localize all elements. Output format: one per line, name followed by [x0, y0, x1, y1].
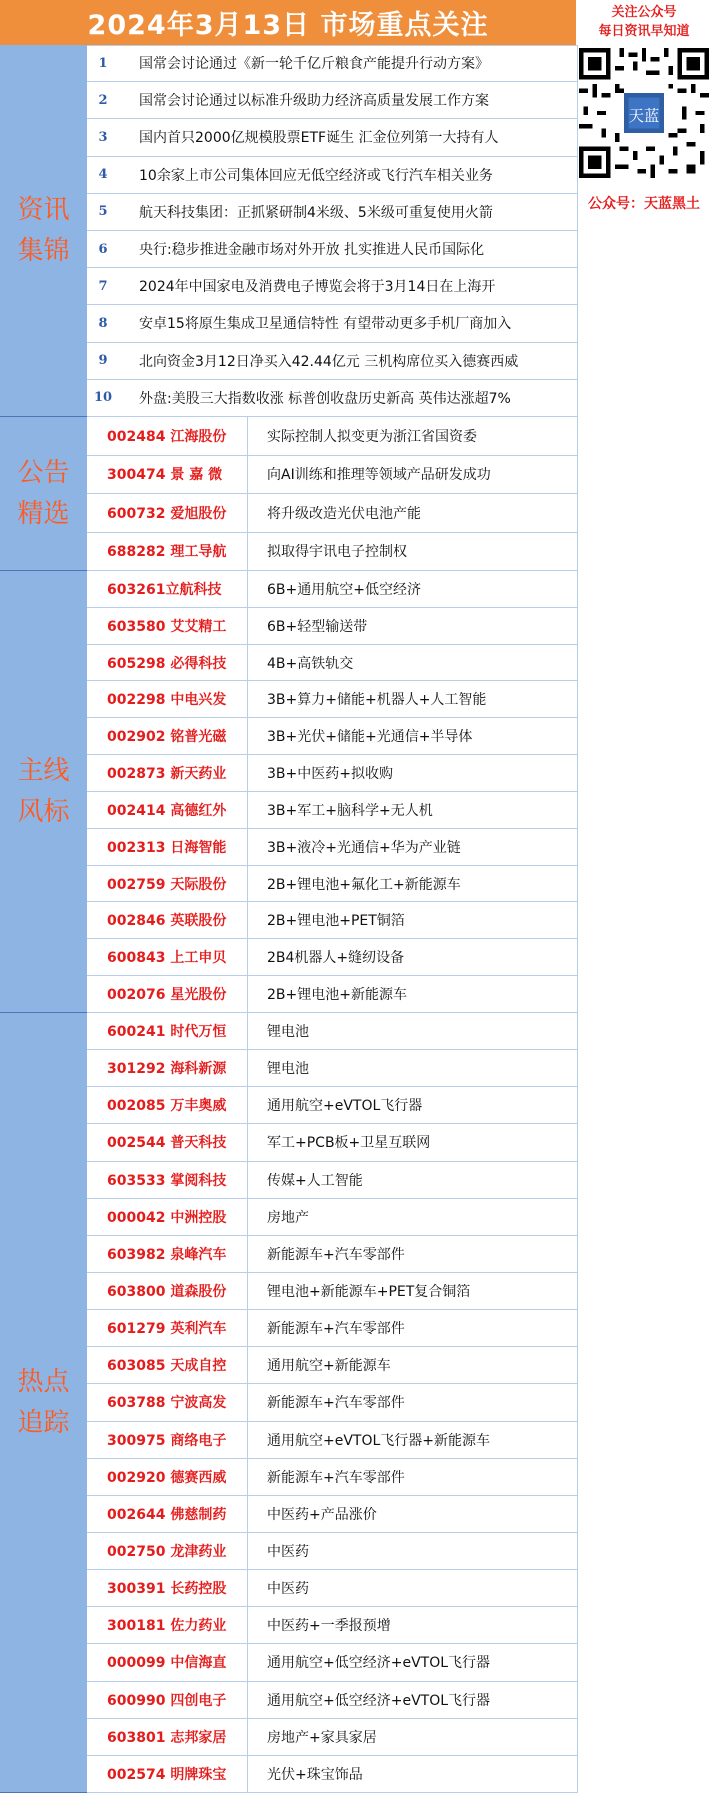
stock-row	[87, 417, 577, 456]
column-divider	[247, 1533, 248, 1569]
stock-description: 中医药+一季报预增	[267, 1618, 391, 1635]
news-number: 6	[98, 241, 108, 257]
follow-line-2: 每日资讯早知道	[598, 24, 690, 39]
stock-row	[87, 1347, 577, 1384]
news-item	[87, 82, 577, 119]
stock-description: 3B+中医药+拟收购	[267, 766, 393, 783]
stock-description: 新能源车+汽车零部件	[267, 1395, 405, 1412]
column-divider	[247, 1050, 248, 1086]
stock-description: 2B+锂电池+新能源车	[267, 987, 407, 1004]
news-item	[87, 380, 577, 417]
stock-row	[87, 456, 577, 495]
news-item	[87, 45, 577, 82]
stock-row	[87, 1050, 577, 1087]
stock-description: 3B+算力+储能+机器人+人工智能	[267, 692, 487, 709]
stock-code-name: 002759 天际股份	[107, 876, 227, 893]
column-divider	[247, 1236, 248, 1272]
news-item	[87, 268, 577, 305]
stock-description: 实际控制人拟变更为浙江省国资委	[267, 428, 477, 445]
stock-code-name: 603533 掌阅科技	[107, 1172, 227, 1189]
column-divider	[247, 1347, 248, 1383]
column-divider	[247, 755, 248, 791]
column-divider	[247, 1124, 248, 1160]
stock-row	[87, 1644, 577, 1681]
news-text: 央行:稳步推进金融市场对外开放 扎实推进人民币国际化	[139, 242, 485, 259]
stock-description: 房地产	[267, 1209, 309, 1226]
stock-row	[87, 976, 577, 1013]
stock-description: 通用航空+低空经济+eVTOL飞行器	[267, 1655, 491, 1672]
news-text: 外盘:美股三大指数收涨 标普创收盘历史新高 英伟达涨超7%	[139, 390, 511, 407]
stock-code-name: 000099 中信海直	[107, 1655, 227, 1672]
table-right-border	[577, 45, 578, 1793]
stock-row	[87, 755, 577, 792]
news-item	[87, 157, 577, 194]
stock-row	[87, 1719, 577, 1756]
column-divider	[247, 1756, 248, 1792]
stock-description: 2B+锂电池+PET铜箔	[267, 913, 405, 930]
stock-row	[87, 1199, 577, 1236]
stock-row	[87, 1384, 577, 1421]
stock-code-name: 300474 景 嘉 微	[107, 467, 223, 484]
stock-code-name: 002902 铭普光磁	[107, 729, 227, 746]
column-divider	[247, 1087, 248, 1123]
news-item	[87, 305, 577, 342]
column-divider	[247, 571, 248, 607]
stock-description: 2B4机器人+缝纫设备	[267, 950, 405, 967]
stock-row	[87, 1087, 577, 1124]
stock-code-name: 603801 志邦家居	[107, 1729, 227, 1746]
stock-row	[87, 494, 577, 533]
column-divider	[247, 718, 248, 754]
stock-row	[87, 718, 577, 755]
stock-row	[87, 1310, 577, 1347]
column-divider	[247, 681, 248, 717]
stock-description: 向AI训练和推理等领域产品研发成功	[267, 467, 491, 484]
column-divider	[247, 792, 248, 828]
stock-row	[87, 866, 577, 903]
news-text: 2024年中国家电及消费电子博览会将于3月14日在上海开	[139, 279, 496, 296]
column-divider	[247, 1310, 248, 1346]
stock-description: 3B+光伏+储能+光通信+半导体	[267, 729, 473, 746]
column-divider	[247, 1570, 248, 1606]
stock-row	[87, 1013, 577, 1050]
stock-code-name: 002544 普天科技	[107, 1135, 227, 1152]
stock-description: 通用航空+eVTOL飞行器+新能源车	[267, 1432, 491, 1449]
stock-code-name: 603788 宁波高发	[107, 1395, 227, 1412]
stock-row	[87, 1124, 577, 1161]
column-divider	[247, 939, 248, 975]
news-number: 10	[93, 390, 113, 406]
stock-code-name: 603261立航科技	[107, 581, 222, 598]
stock-code-name: 002313 日海智能	[107, 839, 227, 856]
stock-code-name: 300391 长药控股	[107, 1581, 227, 1598]
qr-caption: 公众号：天蓝黑土	[588, 196, 700, 212]
stock-code-name: 601279 英利汽车	[107, 1321, 227, 1338]
news-number: 1	[98, 55, 108, 71]
news-text: 国常会讨论通过以标准升级助力经济高质量发展工作方案	[139, 93, 489, 110]
stock-row	[87, 1533, 577, 1570]
stock-code-name: 301292 海科新源	[107, 1061, 227, 1078]
qr-logo-text: 天蓝	[628, 107, 660, 126]
stock-row	[87, 645, 577, 682]
stock-code-name: 603085 天成自控	[107, 1358, 227, 1375]
page-title: 2024年3月13日 市场重点关注	[0, 0, 576, 45]
stock-row	[87, 829, 577, 866]
section-announce-label: 公告 精选	[0, 417, 87, 571]
stock-code-name: 002076 星光股份	[107, 987, 227, 1004]
column-divider	[247, 494, 248, 532]
column-divider	[247, 902, 248, 938]
column-divider	[247, 1459, 248, 1495]
stock-code-name: 000042 中洲控股	[107, 1209, 227, 1226]
stock-description: 中医药	[267, 1544, 309, 1561]
column-divider	[247, 976, 248, 1012]
stock-description: 光伏+珠宝饰品	[267, 1766, 363, 1783]
stock-row	[87, 1570, 577, 1607]
news-text: 国内首只2000亿规模股票ETF诞生 汇金位列第一大持有人	[139, 130, 499, 147]
stock-description: 6B+轻型输送带	[267, 618, 368, 635]
stock-description: 将升级改造光伏电池产能	[267, 505, 421, 522]
column-divider	[247, 1013, 248, 1049]
news-number: 8	[98, 315, 108, 331]
stock-description: 锂电池	[267, 1061, 309, 1078]
stock-row	[87, 533, 577, 572]
column-divider	[247, 608, 248, 644]
stock-code-name: 605298 必得科技	[107, 655, 227, 672]
stock-row	[87, 1273, 577, 1310]
news-text: 航天科技集团：正抓紧研制4米级、5米级可重复使用火箭	[139, 204, 493, 221]
stock-code-name: 002873 新天药业	[107, 766, 227, 783]
column-divider	[247, 866, 248, 902]
stock-description: 军工+PCB板+卫星互联网	[267, 1135, 431, 1152]
column-divider	[247, 829, 248, 865]
stock-description: 2B+锂电池+氟化工+新能源车	[267, 876, 461, 893]
section-mainline-label: 主线 风标	[0, 571, 87, 1013]
column-divider	[247, 1719, 248, 1755]
stock-row	[87, 571, 577, 608]
stock-code-name: 002085 万丰奥威	[107, 1098, 227, 1115]
column-divider	[247, 1607, 248, 1643]
stock-description: 通用航空+新能源车	[267, 1358, 391, 1375]
stock-code-name: 002750 龙津药业	[107, 1544, 227, 1561]
stock-code-name: 603580 艾艾精工	[107, 618, 227, 635]
column-divider	[247, 1496, 248, 1532]
news-text: 安卓15将原生集成卫星通信特性 有望带动更多手机厂商加入	[139, 316, 512, 333]
news-text: 10余家上市公司集体回应无低空经济或飞行汽车相关业务	[139, 167, 493, 184]
stock-code-name: 002644 佛慈制药	[107, 1506, 227, 1523]
stock-row	[87, 1459, 577, 1496]
stock-code-name: 688282 理工导航	[107, 544, 227, 561]
column-divider	[247, 456, 248, 494]
stock-row	[87, 1162, 577, 1199]
stock-code-name: 600843 上工申贝	[107, 950, 227, 967]
column-divider	[247, 1682, 248, 1718]
stock-description: 锂电池	[267, 1024, 309, 1041]
news-number: 9	[98, 353, 108, 369]
column-divider	[247, 1273, 248, 1309]
stock-description: 拟取得宇讯电子控制权	[267, 544, 407, 561]
stock-code-name: 002846 英联股份	[107, 913, 227, 930]
stock-code-name: 002414 高德红外	[107, 802, 227, 819]
stock-description: 3B+液冷+光通信+华为产业链	[267, 839, 461, 856]
stock-row	[87, 608, 577, 645]
stock-description: 新能源车+汽车零部件	[267, 1469, 405, 1486]
column-divider	[247, 1162, 248, 1198]
stock-row	[87, 1607, 577, 1644]
section-hotspot-label: 热点 追踪	[0, 1013, 87, 1793]
stock-row	[87, 1422, 577, 1459]
stock-description: 新能源车+汽车零部件	[267, 1246, 405, 1263]
stock-row	[87, 1756, 577, 1793]
column-divider	[247, 417, 248, 455]
column-divider	[247, 1199, 248, 1235]
column-divider	[247, 533, 248, 571]
column-divider	[247, 1384, 248, 1420]
news-number: 7	[98, 278, 108, 294]
column-divider	[247, 1644, 248, 1680]
news-number: 2	[98, 92, 108, 108]
stock-code-name: 002484 江海股份	[107, 428, 227, 445]
stock-description: 通用航空+低空经济+eVTOL飞行器	[267, 1692, 491, 1709]
stock-description: 6B+通用航空+低空经济	[267, 581, 421, 598]
news-number: 5	[98, 204, 108, 220]
news-item	[87, 194, 577, 231]
news-text: 北向资金3月12日净买入42.44亿元 三机构席位买入德赛西威	[139, 353, 519, 370]
stock-description: 4B+高铁轨交	[267, 655, 354, 672]
news-number: 4	[98, 167, 108, 183]
stock-code-name: 603982 泉峰汽车	[107, 1246, 227, 1263]
news-text: 国常会讨论通过《新一轮千亿斤粮食产能提升行动方案》	[139, 56, 489, 73]
news-item	[87, 119, 577, 156]
stock-code-name: 002298 中电兴发	[107, 692, 227, 709]
follow-notice	[576, 0, 712, 45]
stock-row	[87, 1236, 577, 1273]
column-divider	[247, 1422, 248, 1458]
news-item	[87, 343, 577, 380]
stock-row	[87, 792, 577, 829]
stock-description: 3B+军工+脑科学+无人机	[267, 802, 433, 819]
stock-row	[87, 902, 577, 939]
section-news-label: 资讯 集锦	[0, 45, 87, 417]
stock-description: 中医药	[267, 1581, 309, 1598]
stock-description: 锂电池+新能源车+PET复合铜箔	[267, 1284, 471, 1301]
stock-code-name: 002920 德赛西威	[107, 1469, 227, 1486]
follow-line-1: 关注公众号	[611, 5, 677, 20]
stock-description: 传媒+人工智能	[267, 1172, 363, 1189]
news-item	[87, 231, 577, 268]
stock-code-name: 600990 四创电子	[107, 1692, 227, 1709]
stock-description: 中医药+产品涨价	[267, 1506, 377, 1523]
stock-code-name: 002574 明牌珠宝	[107, 1766, 227, 1783]
stock-description: 新能源车+汽车零部件	[267, 1321, 405, 1338]
stock-code-name: 300181 佐力药业	[107, 1618, 227, 1635]
column-divider	[247, 645, 248, 681]
stock-row	[87, 1496, 577, 1533]
qr-code-image	[579, 48, 709, 178]
stock-code-name: 300975 商络电子	[107, 1432, 227, 1449]
stock-description: 通用航空+eVTOL飞行器	[267, 1098, 423, 1115]
stock-description: 房地产+家具家居	[267, 1729, 377, 1746]
stock-row	[87, 1682, 577, 1719]
stock-row	[87, 939, 577, 976]
stock-code-name: 600241 时代万恒	[107, 1024, 227, 1041]
stock-row	[87, 681, 577, 718]
stock-code-name: 603800 道森股份	[107, 1284, 227, 1301]
news-number: 3	[98, 129, 108, 145]
stock-code-name: 600732 爱旭股份	[107, 505, 227, 522]
